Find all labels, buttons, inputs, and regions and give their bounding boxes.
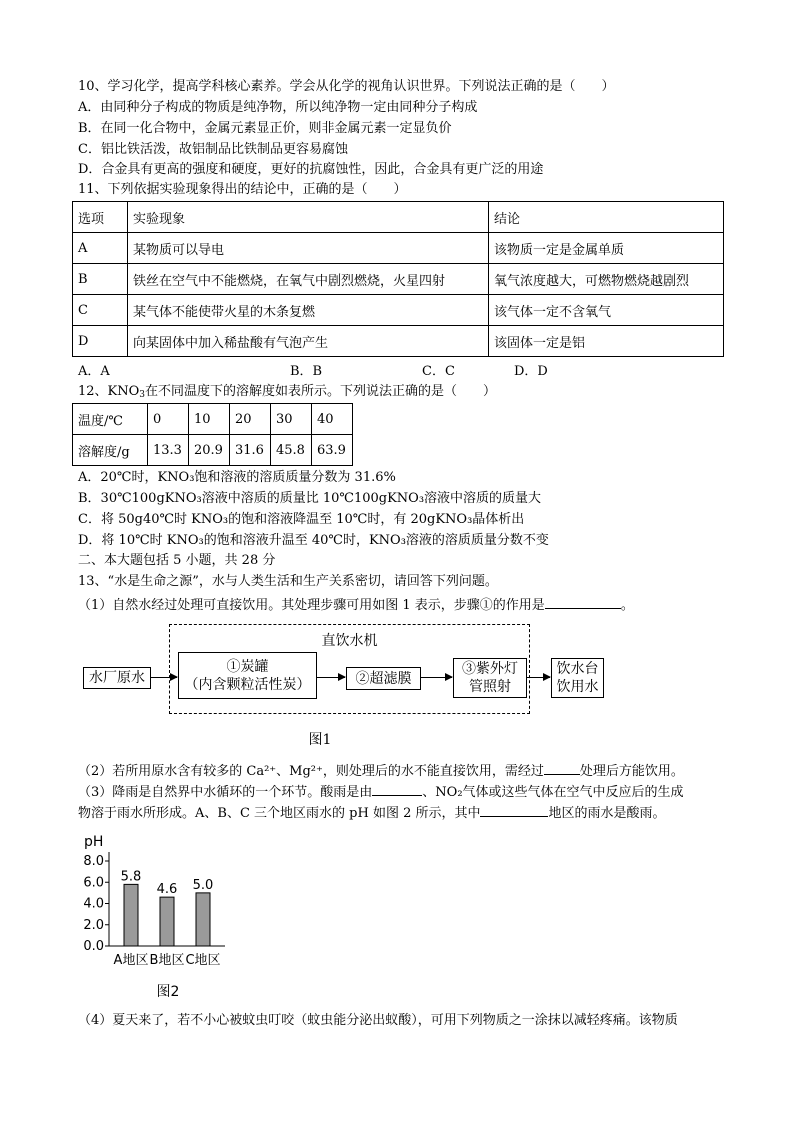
q11-option-c: C．C: [422, 364, 455, 379]
answer-blank: [372, 781, 422, 796]
arrow-icon: [150, 677, 177, 678]
q13-part3-text-2: 、NO₂气体或这些气体在空气中反应后的生成: [422, 785, 684, 800]
section-heading: 二、本大题包括 5 小题，共 28 分: [78, 553, 276, 568]
arrow-icon: [316, 677, 345, 678]
answer-blank: [544, 760, 580, 775]
table-cell: 13.3: [148, 435, 189, 466]
uv-lamp-note: 管照射: [469, 679, 511, 695]
q10-option-c: C．铝比铁活泼，故铝制品比铁制品更容易腐蚀: [78, 142, 348, 157]
bar-value-label: 5.0: [192, 877, 214, 893]
table-cell: 氧气浓度越大，可燃物燃烧越剧烈: [489, 264, 724, 295]
q12-stem-post: 在不同温度下的溶解度如表所示。下列说法正确的是（ ）: [145, 384, 497, 399]
y-tick-label: 4.0: [83, 896, 104, 912]
table-cell: 该固体一定是铝: [489, 326, 724, 357]
ultrafiltration-box: ②超滤膜: [346, 667, 421, 690]
q11-options: [78, 363, 548, 381]
bar-value-label: 5.8: [120, 869, 142, 885]
y-tick-label: 0.0: [83, 939, 104, 954]
q12-option-c: C．将 50g40℃时 KNO₃的饱和溶液降温至 10℃时，有 20gKNO₃晶体析出: [78, 512, 525, 527]
table-header: 温度/℃: [73, 404, 148, 435]
uv-lamp-box: [453, 658, 527, 698]
x-category-label: C地区: [185, 953, 221, 968]
table-cell: 20: [230, 404, 271, 435]
q13-part4: （4）夏天来了，若不小心被蚊虫叮咬（蚊虫能分泌出蚁酸），可用下列物质之一涂抹以减轻疼痛。该物质: [78, 1013, 678, 1028]
carbon-tank-note: （内含颗粒活性炭）: [184, 676, 311, 693]
machine-label: 直饮水机: [321, 633, 378, 649]
table-cell: 30: [271, 404, 312, 435]
carbon-tank-label: ①炭罐: [226, 658, 269, 675]
table-cell: 某物质可以导电: [128, 233, 489, 264]
fountain-label: 饮水台: [556, 661, 599, 677]
table-cell: A: [73, 233, 128, 264]
table-cell: 31.6: [230, 435, 271, 466]
table-cell: 铁丝在空气中不能燃烧，在氧气中剧烈燃烧，火星四射: [128, 264, 489, 295]
bar-value-label: 4.6: [156, 882, 178, 898]
table-row: [73, 404, 353, 435]
q13-part3-text: （3）降雨是自然界中水循环的一个环节。酸雨是由: [78, 785, 373, 800]
q12-stem-sub: 3: [139, 390, 146, 400]
table-header: 溶解度/g: [73, 435, 148, 466]
y-tick-label: 2.0: [83, 917, 104, 933]
table-cell: 某气体不能使带火星的木条复燃: [128, 295, 489, 326]
table-row: [73, 264, 724, 295]
q11-table: [72, 201, 724, 357]
q13-stem: 13、“水是生命之源”，水与人类生活和生产关系密切，请回答下列问题。: [78, 574, 498, 589]
table-cell: 10: [189, 404, 230, 435]
figure-2-ph-chart: [82, 826, 262, 976]
raw-water-box: 水厂原水: [83, 667, 151, 689]
table-header: 选项: [73, 202, 128, 233]
fountain-note: 饮用水: [556, 679, 599, 695]
q11-option-d: D．D: [514, 364, 548, 379]
q13-part3-text-3: 物溶于雨水所形成。A、B、C 三个地区雨水的 pH 如图 2 所示，其中: [78, 806, 481, 821]
table-header-row: [73, 202, 724, 233]
q10-option-b: B．在同一化合物中，金属元素显正价，则非金属元素一定显负价: [78, 121, 452, 136]
q13-part2: [78, 760, 684, 781]
table-cell: D: [73, 326, 128, 357]
table-cell: C: [73, 295, 128, 326]
table-cell: 0: [148, 404, 189, 435]
table-cell: B: [73, 264, 128, 295]
q13-part1-end: 。: [620, 598, 634, 613]
uv-lamp-label: ③紫外灯: [462, 661, 518, 677]
q11-option-b: B．B: [290, 364, 323, 379]
q10-option-d: D．合金具有更高的强度和硬度，更好的抗腐蚀性，因此，合金具有更广泛的用途: [78, 162, 544, 177]
table-cell: 20.9: [189, 435, 230, 466]
q12-stem-pre: 12、KNO: [78, 384, 140, 399]
table-cell: 向某固体中加入稀盐酸有气泡产生: [128, 326, 489, 357]
table-cell: 45.8: [271, 435, 312, 466]
table-cell: 40: [312, 404, 353, 435]
q12-solubility-table: [72, 403, 353, 466]
x-category-label: A地区: [113, 953, 149, 968]
bar: [124, 884, 138, 946]
q13-part3-line1: [78, 781, 684, 802]
q12-option-a: A．20℃时，KNO₃饱和溶液的溶质质量分数为 31.6%: [78, 470, 396, 485]
q13-part2-text: （2）若所用原水含有较多的 Ca²⁺、Mg²⁺，则处理后的水不能直接饮用，需经过: [78, 764, 544, 779]
arrow-icon: [420, 677, 452, 678]
table-row: [73, 435, 353, 466]
y-tick-label: 6.0: [83, 875, 104, 891]
drinking-fountain-box: [551, 658, 604, 698]
q13-part1-text: （1）自然水经过处理可直接饮用。其处理步骤可用如图 1 表示，步骤①的作用是: [78, 598, 545, 613]
q10-stem: 10、学习化学，提高学科核心素养。学会从化学的视角认识世界。下列说法正确的是（ ）: [78, 79, 615, 94]
q13-part3-end: 地区的雨水是酸雨。: [548, 806, 666, 821]
q11-option-a: A．A: [78, 364, 110, 379]
bar: [196, 893, 210, 946]
q13-part2-end: 处理后方能饮用。: [579, 764, 684, 779]
q12-option-d: D．将 10℃时 KNO₃的饱和溶液升温至 40℃时，KNO₃溶液的溶质质量分数不变: [78, 533, 549, 548]
q13-part1: [78, 594, 634, 615]
answer-blank: [545, 594, 621, 609]
table-row: [73, 233, 724, 264]
table-cell: 该气体一定不含氧气: [489, 295, 724, 326]
q11-stem: 11、下列依据实验现象得出的结论中，正确的是（ ）: [78, 182, 407, 197]
q12-stem: [78, 383, 496, 404]
table-cell: 该物质一定是金属单质: [489, 233, 724, 264]
table-cell: 63.9: [312, 435, 353, 466]
table-row: [73, 295, 724, 326]
arrow-icon: [527, 677, 550, 678]
y-axis-label: pH: [84, 834, 104, 850]
table-row: [73, 326, 724, 357]
figure-1-caption: 图1: [308, 732, 332, 748]
y-tick-label: 8.0: [83, 854, 104, 869]
q12-option-b: B．30℃100gKNO₃溶液中溶质的质量比 10℃100gKNO₃溶液中溶质的质量大: [78, 491, 542, 506]
x-category-label: B地区: [149, 953, 185, 968]
answer-blank: [480, 802, 548, 817]
carbon-tank-box: [178, 652, 317, 699]
table-header: 实验现象: [128, 202, 489, 233]
figure-2-caption: 图2: [156, 984, 180, 1000]
table-header: 结论: [489, 202, 724, 233]
bar: [160, 897, 174, 946]
q13-part3-line2: [78, 802, 666, 823]
q10-option-a: A．由同种分子构成的物质是纯净物，所以纯净物一定由同种分子构成: [78, 100, 478, 115]
